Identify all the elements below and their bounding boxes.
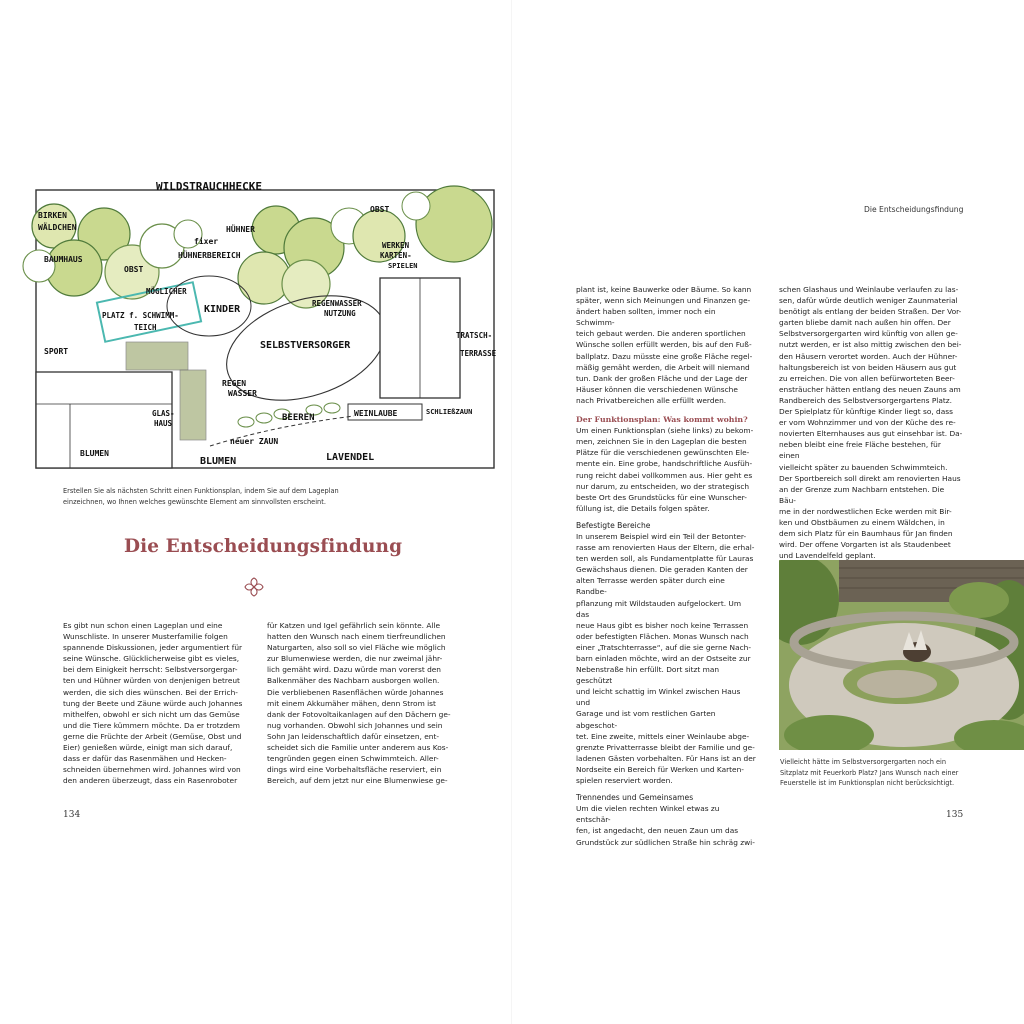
text-line: Der Sportbereich soll direkt am renovierten Haus — [779, 473, 961, 483]
page-number-left: 134 — [63, 810, 81, 820]
label-blumen: BLUMEN — [200, 456, 237, 467]
text-line: ladenen Gästen vorbehalten. Für Hans ist an der — [576, 753, 756, 763]
text-line: einer „Tratschterrasse“, auf die sie gerne Nach- — [576, 642, 752, 652]
text-line: nur darum, zu entscheiden, wo der strategisch — [576, 481, 750, 491]
text-line: schneiden übernehmen wird. Johannes wird von — [63, 765, 241, 775]
text-line: dem sich Platz für ein Baumhaus für Jan finden — [779, 529, 953, 539]
leaf-ornament-icon — [243, 576, 265, 598]
text-line: rung reicht dabei vollkommen aus. Hier geht es — [576, 470, 753, 480]
subhead-trennendes: Trennendes und Gemeinsames — [576, 793, 694, 803]
label-wasser: WASSER — [228, 389, 257, 398]
text-line: Sohn Jan leidenschaftlich dafür einsetzen, ent- — [267, 731, 440, 741]
running-head: Die Entscheidungsfindung — [864, 205, 964, 214]
text-line: tun. Dank der großen Fläche und der Lage der — [576, 373, 748, 383]
text-line: Randbereich des Selbstversorgergartens Platz. — [779, 395, 952, 405]
label-neuer-zaun: neuer ZAUN — [230, 437, 279, 446]
label-fixer: fixer — [194, 237, 219, 246]
text-line: Nebenstraße hin erfüllt. Dort sitzt man geschützt — [576, 665, 720, 686]
text-line: ensträucher hätten entlang des neuen Zauns am — [779, 384, 961, 394]
text-line: me in der nordwestlichen Ecke werden mit Bir- — [779, 506, 952, 516]
text-line: werden, die sich dies wünschen. Bei der Errich- — [63, 687, 238, 697]
text-line: men, zeichnen Sie in den Lageplan die besten — [576, 437, 747, 447]
label-werken: WERKEN — [382, 241, 410, 250]
trennendes-paragraph — [576, 803, 756, 847]
text-line: Um einen Funktionsplan (siehe links) zu bekom- — [576, 426, 754, 436]
text-line: alten Terrasse werden später durch eine Randbe- — [576, 576, 725, 597]
page-number-right: 135 — [946, 810, 964, 820]
subhead-befestigte-bereiche: Befestigte Bereiche — [576, 520, 651, 530]
text-line: dings wird eine Vorbehaltsfläche reserviert, ein — [267, 765, 442, 775]
left-text-column-1 — [63, 620, 251, 786]
text-line: zu erreichen. Die von allen befürworteten Beer- — [779, 373, 955, 383]
subhead-funktionsplan: Der Funktionsplan: Was kommt wohin? — [576, 415, 748, 425]
text-line: Grundstück zur südlichen Straße hin schräg zwi- — [576, 837, 755, 847]
label-wildstrauchhecke: WILDSTRAUCHHECKE — [156, 180, 262, 193]
text-line: rasse am renovierten Haus der Eltern, die erhal- — [576, 543, 755, 553]
label-teich: TEICH — [134, 323, 157, 332]
text-line: mente ein. Eine grobe, handschriftliche Ausfüh- — [576, 459, 753, 469]
text-line: Bereich, auf dem jetzt nur eine Blumenwiese ge- — [267, 776, 448, 786]
text-line: wird. Der offene Vorgarten ist als Staudenbeet — [779, 540, 951, 550]
text-line: mithelfen, obwohl er sich nicht um das Gemüse — [63, 709, 240, 719]
greenhouse-paving — [180, 370, 206, 440]
text-line: sen, dafür würde deutlich weniger Zaunmaterial — [779, 296, 958, 306]
left-text-column-2 — [267, 620, 455, 786]
label-birken: BIRKEN — [38, 211, 67, 220]
text-line: vielleicht später zu bauenden Schwimmteich. — [779, 462, 948, 472]
text-line: pflanzung mit Wildstauden aufgelockert. Um das — [576, 598, 742, 619]
text-line: neue Haus gibt es bisher noch keine Terrassen — [576, 620, 749, 630]
text-line: hatten den Wunsch nach einem tierfreundlichen — [267, 632, 446, 642]
label-regen: REGEN — [222, 379, 247, 388]
label-tratsch: TRATSCH- — [456, 331, 493, 340]
photo-caption: Vielleicht hätte im Selbstversorgergarten noch ein Sitzplatz mit Feuerkorb Platz? Jans Wunsch nach einer Feuerstelle ist im Funktionsplan nicht berücksichtigt. — [780, 758, 959, 787]
text-line: tengründen gegen einen Schwimmteich. Aller- — [267, 754, 439, 764]
text-line: novierten Elternhauses aus gut einsehbar ist. Da- — [779, 429, 963, 439]
text-line: fen, ist angedacht, den neuen Zaun um das — [576, 826, 739, 836]
function-plan-sketch — [14, 176, 506, 474]
befestigte-bereiche-paragraph — [576, 531, 756, 786]
text-line: teich gebaut werden. Die anderen sportlichen — [576, 329, 746, 339]
label-blumen-small: BLUMEN — [80, 449, 109, 458]
text-line: den Häusern verortet worden. Auch der Hühner- — [779, 351, 958, 361]
text-line: neben bleibt eine freie Fläche bestehen, für einen — [779, 440, 941, 461]
text-line: lich gemäht wird. Dazu würde man vorerst den — [267, 665, 441, 675]
text-line: Der Spielplatz für künftige Kinder liegt so, dass — [779, 407, 953, 417]
text-line: später, wenn sich Meinungen und Finanzen ge- — [576, 296, 751, 306]
label-sichtschutz: SCHLIEßZAUN — [426, 408, 473, 416]
text-line: mit einem Akkumäher mähen, denn Strom ist — [267, 698, 436, 708]
label-huehner: HÜHNER — [226, 225, 255, 234]
text-line: tung der Beete und Zäune würde auch Johannes — [63, 698, 243, 708]
label-haus: HAUS — [154, 419, 173, 428]
chapter-title: Die Entscheidungsfindung — [124, 536, 403, 557]
text-line: plant ist, keine Bauwerke oder Bäume. So kann — [576, 285, 752, 294]
intro-paragraph — [576, 284, 756, 406]
funktionsplan-paragraph — [576, 425, 756, 514]
text-line: und leicht schattig im Winkel zwischen Haus und — [576, 687, 741, 708]
text-line: für Katzen und Igel gefährlich sein könnte. Alle — [267, 621, 441, 630]
text-line: dass er dafür das Rasenmähen und Hecken- — [63, 754, 227, 764]
text-line: gerne die Früchte der Arbeit (Gemüse, Obst und — [63, 731, 242, 741]
label-lavendel: LAVENDEL — [326, 452, 375, 463]
text-line: Selbstversorgergarten wird künftig von allen ge- — [779, 329, 958, 339]
text-line: ten werden soll, als Fundamentplatte für Lauras — [576, 554, 754, 564]
text-line: Balkenmäher des Nachbarn ausborgen wollen. — [267, 676, 440, 686]
text-line: Naturgarten, also soll so viel Fläche wie möglich — [267, 643, 446, 653]
sketch-caption: Erstellen Sie als nächsten Schritt einen Funktionsplan, indem Sie auf dem Lageplan einzeichnen, wo Ihnen welches gewünschte Element am sinnvollsten erscheint. — [63, 487, 339, 506]
label-karten: KARTEN- — [380, 251, 412, 260]
text-line: nutzt werden, er ist also mittig zwischen den bei- — [779, 340, 962, 350]
text-line: Nordseite ein Bereich für Werken und Karten- — [576, 764, 744, 774]
text-line: Um die vielen rechten Winkel etwas zu entschär- — [576, 804, 720, 825]
label-glas: GLAS- — [152, 409, 175, 418]
label-waeldchen: WÄLDCHEN — [38, 223, 77, 232]
label-selbstversorger: SELBSTVERSORGER — [260, 340, 351, 351]
text-line: garten bliebe damit nach außen hin offen. Der — [779, 318, 951, 328]
text-line: Häuser können die verschiedenen Wünsche — [576, 384, 738, 394]
label-obst-right: OBST — [370, 205, 390, 214]
text-line: tet. Eine zweite, mittels einer Weinlaube abge- — [576, 731, 750, 741]
text-line: Garage und ist vom restlichen Garten abgeschot- — [576, 709, 716, 730]
terrace-paving — [126, 342, 188, 370]
label-spielen: SPIELEN — [388, 262, 418, 270]
text-line: In unserem Beispiel wird ein Teil der Betonter- — [576, 531, 747, 541]
label-platz-schwimmteich: PLATZ f. SCHWIMM- — [102, 311, 179, 320]
text-line: Gewächshaus dienen. Die geraden Kanten der — [576, 565, 748, 575]
text-line: benötigt als entlang der beiden Straßen. Der Vor- — [779, 307, 962, 317]
text-line: den anderen überzeugt, dass ein Rasenroboter — [63, 776, 238, 786]
text-line: schen Glashaus und Weinlaube verlaufen zu las- — [779, 285, 959, 294]
label-kinder: KINDER — [204, 304, 241, 315]
text-line: und Lavendelfeld geplant. — [779, 551, 876, 561]
text-line: ten und Hühner würden von denjenigen betreut — [63, 676, 240, 686]
text-line: Wünsche sollen erfüllt werden, bis auf den Fuß- — [576, 340, 752, 350]
label-regenwasser: REGENWASSER — [312, 299, 362, 308]
text-line: spannende Diskussionen, jeder argumentiert für — [63, 643, 243, 653]
text-line: nach Privatbereichen alle erfüllt werden. — [576, 395, 727, 405]
text-line: ken und Obstbäumen zu einem Wäldchen, in — [779, 517, 945, 527]
right-text-column-2 — [779, 284, 963, 561]
text-line: spielen reserviert worden. — [576, 776, 673, 786]
text-line: ballplatz. Dazu müsste eine große Fläche regel- — [576, 351, 753, 361]
text-line: nug vorhanden. Obwohl sich Johannes und sein — [267, 720, 443, 730]
label-beeren: BEEREN — [282, 413, 315, 423]
text-line: beste Ort des Grundstücks für eine Wunscher- — [576, 492, 747, 502]
label-huehnerbereich: HÜHNERBEREICH — [178, 251, 241, 260]
text-line: Die verbliebenen Rasenflächen würde Johannes — [267, 687, 444, 697]
text-line: haltungsbereich ist von beiden Häusern aus gut — [779, 362, 957, 372]
text-line: Es gibt nun schon einen Lageplan und eine — [63, 621, 223, 630]
text-line: ändert haben sollten, immer noch ein Schwimm- — [576, 307, 716, 328]
right-text-column-1 — [576, 284, 756, 848]
label-baumhaus: BAUMHAUS — [44, 255, 83, 264]
text-line: grenzte Privatterrasse bleibt der Familie und ge- — [576, 742, 755, 752]
text-line: Plätze für die verschiedenen gewünschten Ele- — [576, 448, 750, 458]
text-line: bei dem Einigkeit herrscht: Selbstversorgergar- — [63, 665, 238, 675]
text-line: oder befestigten Flächen. Monas Wunsch nach — [576, 631, 749, 641]
text-line: zur Blumenwiese werden, die nur zweimal jähr- — [267, 654, 443, 664]
label-terrasse: TERRASSE — [460, 349, 497, 358]
text-line: Wunschliste. In unserer Musterfamilie folgen — [63, 632, 228, 642]
text-line: seine Wünsche. Glücklicherweise gibt es vieles, — [63, 654, 240, 664]
text-line: scheidet sich die Familie unter anderem aus Kos- — [267, 743, 449, 753]
label-weinlaube: WEINLAUBE — [354, 409, 398, 418]
text-line: mäßig gemäht werden, die Arbeit will niemand — [576, 362, 750, 372]
label-moeglicher: MÖGLICHER — [146, 287, 187, 296]
label-sport: SPORT — [44, 347, 69, 356]
label-obst-left: OBST — [124, 265, 144, 274]
text-line: füllung ist, die Details folgen später. — [576, 503, 710, 513]
text-line: und die Tiere kümmern möchte. Da er trotzdem — [63, 720, 240, 730]
text-line: an der Grenze zum Nachbarn entstehen. Die Bäu- — [779, 484, 945, 505]
fire-pit-photo — [779, 560, 1024, 750]
label-nutzung: NUTZUNG — [324, 309, 356, 318]
text-line: er vom Wohnzimmer und von der Küche des re- — [779, 418, 956, 428]
text-line: Eier) genießen würde, einigt man sich darauf, — [63, 743, 233, 753]
text-line: dank der Fotovoltaikanlagen auf den Dächern ge- — [267, 709, 451, 719]
text-line: barn einladen möchte, wird an der Ostseite zur — [576, 654, 751, 663]
